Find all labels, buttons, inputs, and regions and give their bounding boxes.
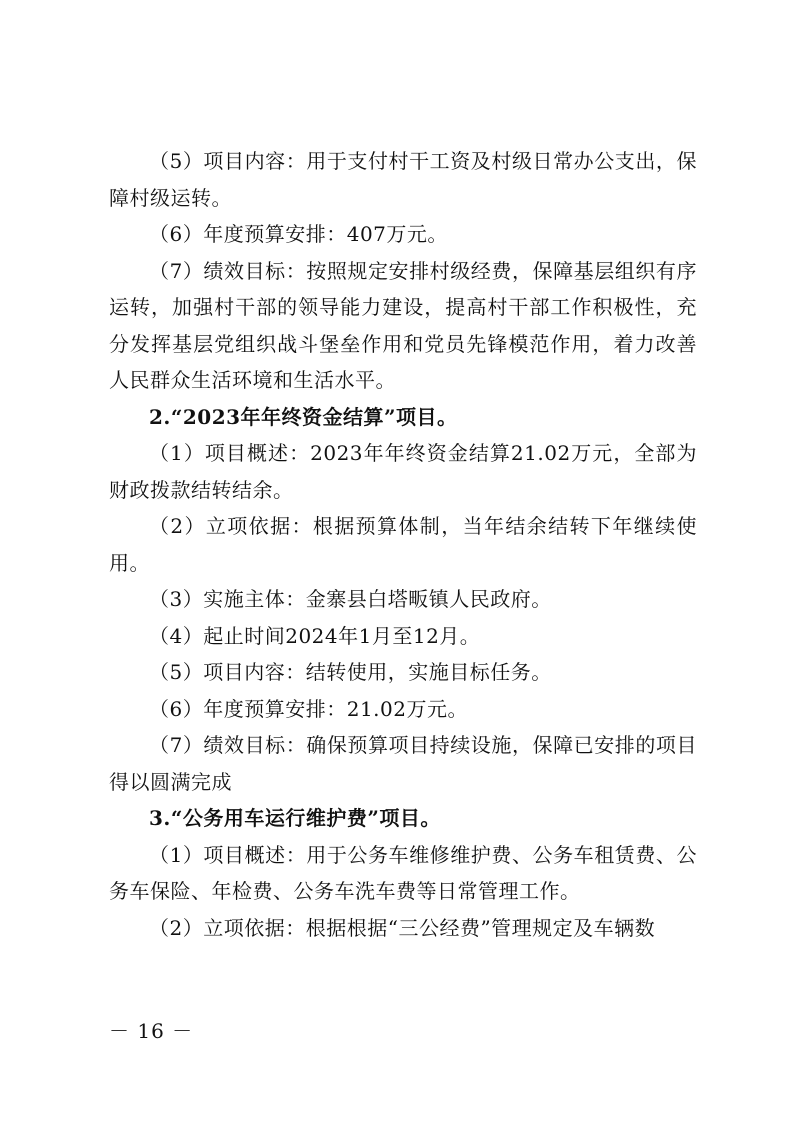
paragraph-project-overview-3: （1）项目概述：用于公务车维修维护费、公务车租赁费、公务车保险、年检费、公务车洗车费等日常管理工作。	[109, 842, 697, 903]
section-heading-vehicle-maintenance: 3.“公务用车运行维护费”项目。	[149, 806, 441, 830]
paragraph-performance-goal: （7）绩效目标：按照规定安排村级经费，保障基层组织有序运转，加强村干部的领导能力建设，提高村干部工作积极性，充分发挥基层党组织战斗堡垒作用和党员先锋模范作用，着力改善人民群众生活环境和生活水平。	[109, 258, 697, 392]
paragraph-performance-goal-2: （7）绩效目标：确保预算项目持续设施，保障已安排的项目得以圆满完成	[109, 733, 697, 794]
paragraph-project-basis-3: （2）立项依据：根据根据“三公经费”管理规定及车辆数	[149, 915, 656, 940]
paragraph-project-overview: （1）项目概述：2023年年终资金结算21.02万元，全部为财政拨款结转结余。	[109, 441, 697, 502]
document-body	[109, 143, 697, 946]
paragraph-annual-budget: （6）年度预算安排：407万元。	[149, 222, 448, 246]
paragraph-annual-budget-2: （6）年度预算安排：21.02万元。	[149, 696, 468, 721]
paragraph-time-period: （4）起止时间2024年1月至12月。	[149, 623, 481, 648]
paragraph-project-content-2: （5）项目内容：结转使用，实施目标任务。	[149, 660, 552, 684]
section-heading-year-end-settlement: 2.“2023年年终资金结算”项目。	[149, 404, 458, 429]
paragraph-project-content: （5）项目内容：用于支付村干工资及村级日常办公支出，保障村级运转。	[109, 149, 697, 210]
paragraph-project-basis: （2）立项依据：根据预算体制，当年结余结转下年继续使用。	[109, 514, 697, 575]
paragraph-implementing-entity: （3）实施主体：金寨县白塔畈镇人民政府。	[149, 587, 552, 611]
page-number: － 16 －	[109, 1019, 194, 1043]
